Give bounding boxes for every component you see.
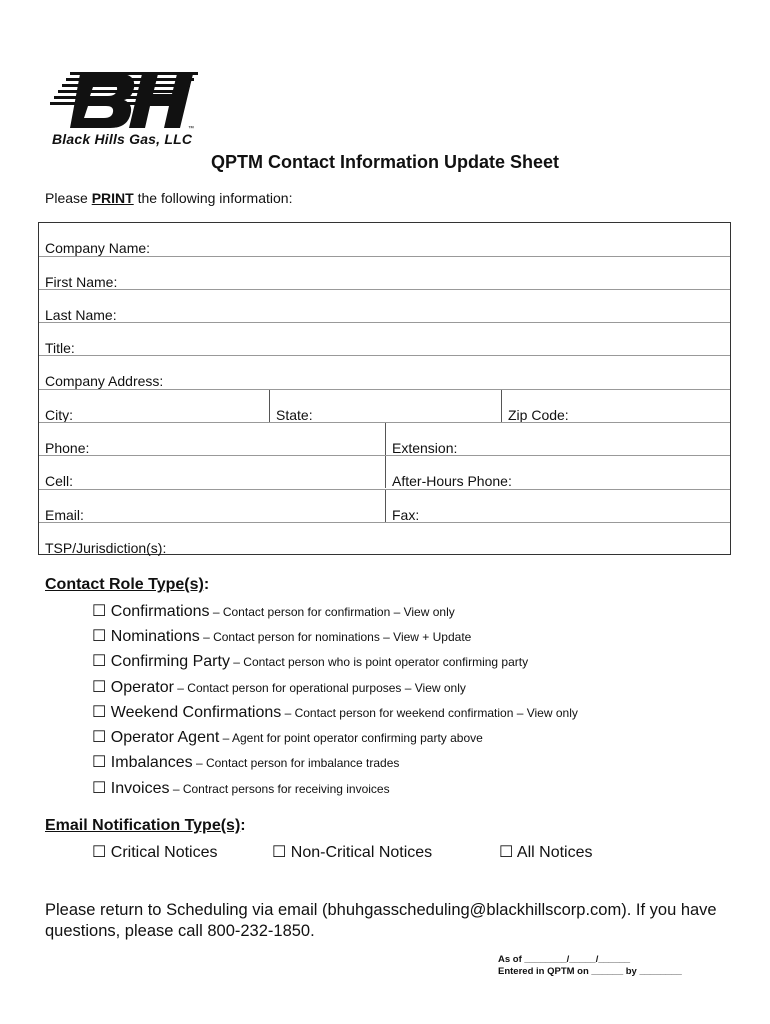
form-row-city-state-zip: [39, 389, 730, 422]
phone-field[interactable]: Phone:: [45, 440, 90, 456]
as-of-date-line: As of ________/_____/______: [498, 954, 631, 965]
role-option-invoices[interactable]: ☐ Invoices – Contract persons for receiving invoices: [92, 780, 390, 797]
logo-company-name: Black Hills Gas, LLC: [52, 131, 193, 147]
checkbox-icon[interactable]: ☐: [92, 679, 107, 696]
instruction-text: Please PRINT the following information:: [45, 190, 293, 206]
form-row-company-address: [39, 355, 730, 388]
checkbox-icon[interactable]: ☐: [92, 653, 107, 670]
checkbox-icon[interactable]: ☐: [92, 780, 107, 797]
after-hours-phone-field[interactable]: After-Hours Phone:: [385, 456, 732, 488]
role-option-confirmations[interactable]: ☐ Confirmations – Contact person for confirmation – View only: [92, 603, 455, 620]
svg-text:™: ™: [188, 126, 194, 132]
city-field[interactable]: City:: [45, 407, 73, 423]
fax-field[interactable]: Fax:: [385, 490, 732, 522]
form-row-last-name: [39, 289, 730, 322]
form-row-phone: [39, 422, 730, 455]
zip-code-field[interactable]: Zip Code:: [501, 390, 732, 422]
role-option-nominations[interactable]: ☐ Nominations – Contact person for nominations – View + Update: [92, 628, 472, 645]
contact-form: [38, 222, 731, 555]
role-option-imbalances[interactable]: ☐ Imbalances – Contact person for imbalance trades: [92, 754, 400, 771]
role-option-operator[interactable]: ☐ Operator – Contact person for operational purposes – View only: [92, 679, 466, 696]
form-row-title: [39, 322, 730, 355]
role-option-operator-agent[interactable]: ☐ Operator Agent – Agent for point operator confirming party above: [92, 729, 483, 746]
form-row-tsp: [39, 522, 730, 554]
first-name-field[interactable]: First Name:: [45, 274, 118, 290]
checkbox-icon[interactable]: ☐: [92, 729, 107, 746]
notification-option-critical[interactable]: ☐ Critical Notices: [92, 844, 218, 861]
role-option-weekend-confirmations[interactable]: ☐ Weekend Confirmations – Contact person for weekend confirmation – View only: [92, 704, 578, 721]
notification-option-all[interactable]: ☐ All Notices: [499, 844, 593, 861]
email-notification-heading: Email Notification Type(s):: [45, 817, 246, 834]
cell-field[interactable]: Cell:: [45, 473, 74, 489]
form-row-cell: [39, 455, 730, 488]
entered-in-qptm-line: Entered in QPTM on ______ by ________: [498, 966, 682, 977]
checkbox-icon[interactable]: ☐: [92, 754, 107, 771]
extension-field[interactable]: Extension:: [385, 423, 732, 455]
last-name-field[interactable]: Last Name:: [45, 307, 117, 323]
company-address-field[interactable]: Company Address:: [45, 373, 164, 389]
tsp-jurisdiction-field[interactable]: TSP/Jurisdiction(s):: [45, 540, 167, 556]
email-field[interactable]: Email:: [45, 507, 84, 523]
checkbox-icon[interactable]: ☐: [92, 704, 107, 721]
form-row-company-name: [39, 223, 730, 256]
form-row-first-name: [39, 256, 730, 289]
state-field[interactable]: State:: [269, 390, 501, 422]
form-row-email: [39, 489, 730, 522]
contact-role-heading: Contact Role Type(s):: [45, 576, 210, 593]
checkbox-icon[interactable]: ☐: [272, 844, 287, 861]
page-title: QPTM Contact Information Update Sheet: [210, 152, 559, 172]
notification-option-non-critical[interactable]: ☐ Non-Critical Notices: [272, 844, 433, 861]
company-name-field[interactable]: Company Name:: [45, 240, 151, 256]
checkbox-icon[interactable]: ☐: [92, 628, 107, 645]
checkbox-icon[interactable]: ☐: [92, 603, 107, 620]
checkbox-icon[interactable]: ☐: [92, 844, 107, 861]
checkbox-icon[interactable]: ☐: [499, 844, 514, 861]
return-instructions: Please return to Scheduling via email (bhuhgasscheduling@blackhillscorp.com). If you have questions, please call 800-232-1850.: [45, 901, 717, 940]
role-option-confirming-party[interactable]: ☐ Confirming Party – Contact person who is point operator confirming party: [92, 653, 529, 670]
title-field[interactable]: Title:: [45, 340, 75, 356]
